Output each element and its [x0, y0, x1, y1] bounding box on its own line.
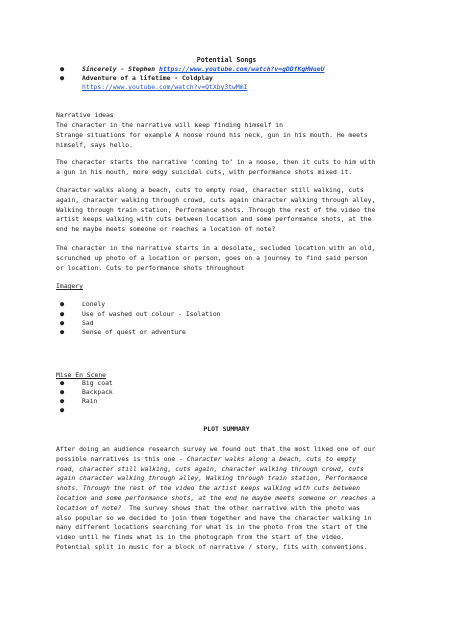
page-title: Potential Songs: [196, 56, 257, 64]
list-item-label: Use of washed out colour - Isolation: [82, 310, 221, 318]
bullet-icon: ●: [60, 397, 65, 405]
bullet-icon: ●: [60, 328, 65, 336]
paragraph-line: artist keeps walking with cuts between location and some performance shots, at the: [56, 215, 372, 224]
bullet-icon: ●: [60, 379, 65, 387]
paragraph-line: The character in the narrative will keep finding himself in: [56, 121, 284, 129]
paragraph-line: Walking through train station, Performance shots. Through the rest of the video the: [56, 205, 376, 214]
paragraph-line: a gun in his mouth, more edgy suicidal cuts, with performance shots mixed it.: [56, 167, 353, 176]
line-segment: location of note?: [56, 503, 122, 512]
paragraph-line: many different locations searching for what is in the photo from the start of the: [56, 523, 368, 532]
bullet-icon: ●: [60, 65, 65, 73]
paragraph-line: scrunched up photo of a location or person, goes on a journey to find said person: [56, 253, 368, 262]
song-name: Sincerely - Stephen: [82, 65, 156, 73]
paragraph-line: After doing an audience research survey we found out that the most liked one of our: [56, 445, 376, 453]
paragraph-line: again, character walking through crowd, cuts again character walking through alley,: [56, 195, 376, 204]
paragraph-line: end he maybe meets someone or reaches a location of note?: [56, 225, 276, 234]
paragraph: [56, 121, 401, 150]
bullet-icon: ●: [60, 388, 65, 396]
bullet-icon: ●: [60, 319, 65, 327]
bullet-icon: ●: [60, 300, 65, 308]
paragraph: [56, 244, 401, 273]
paragraph-line: road, character still walking, cuts again, character walking through crowd, cuts: [56, 464, 364, 473]
list-item-label: Sense of quest or adventure: [82, 328, 186, 336]
paragraph-line: himself, says hello.: [56, 140, 133, 149]
section-heading: PLOT SUMMARY: [203, 425, 250, 433]
line-segment: possible narratives is this one -: [56, 454, 187, 463]
line-segment: Character walks along a beach, cuts to empty: [186, 454, 357, 463]
bullet-icon: ●: [60, 310, 65, 318]
section-heading: Narrative ideas: [56, 111, 114, 119]
list-item-label: Backpack: [82, 388, 113, 396]
bullet-icon: ●: [60, 74, 65, 82]
paragraph-line: Potential split in music for a block of narrative / story, fits with conventions.: [56, 542, 368, 551]
paragraph-line: also popular so we decided to join them together and have the character walking in: [56, 513, 372, 522]
line-segment: The survey shows that the other narrative with the photo was: [121, 503, 360, 512]
song-name: Adventure of a lifetime - Coldplay: [82, 74, 213, 82]
paragraph-line: The character in the narrative starts in a desolate, secluded location with an old,: [56, 244, 376, 252]
paragraph: [56, 158, 401, 178]
list-item-label: Sad: [82, 319, 94, 327]
paragraph-line: [56, 455, 401, 465]
paragraph-line: location and some performance shots, at the end he maybe meets someone or reaches a: [56, 493, 376, 502]
paragraph-line: again character walking through alley, Walking through train station, Performance: [56, 474, 368, 483]
list-item-label: Lonely: [82, 300, 106, 308]
paragraph-line: or location. Cuts to performance shots throughout: [56, 263, 245, 272]
section-heading: Imagery: [56, 282, 83, 290]
paragraph-line: video until he finds what is in the photograph from the start of the video.: [56, 533, 345, 542]
paragraph-line: Strange situations for example A noose round his neck, gun in his mouth. He meets: [56, 130, 368, 139]
list-item-label: Rain: [82, 397, 98, 405]
paragraph: [56, 186, 401, 235]
paragraph-line: Character walks along a beach, cuts to empty road, character still walking, cuts: [56, 186, 364, 194]
section-heading: Mise En Scene: [56, 371, 107, 379]
paragraph-line: shots. Through the rest of the video the artist keeps walking with cuts between: [56, 484, 360, 493]
song-link[interactable]: https://www.youtube.com/watch?v=gDDfKgHWueU: [158, 65, 325, 73]
paragraph-line: The character starts the narrative ‘coming to’ in a noose, then it cuts to him with: [56, 158, 376, 166]
paragraph-line: [56, 504, 401, 514]
list-item-label: Big coat: [82, 379, 113, 387]
bullet-icon: ●: [60, 406, 65, 414]
song-link[interactable]: https://www.youtube.com/watch?v=QtXby3twMmI: [82, 83, 248, 91]
summary-paragraph: [56, 445, 401, 553]
